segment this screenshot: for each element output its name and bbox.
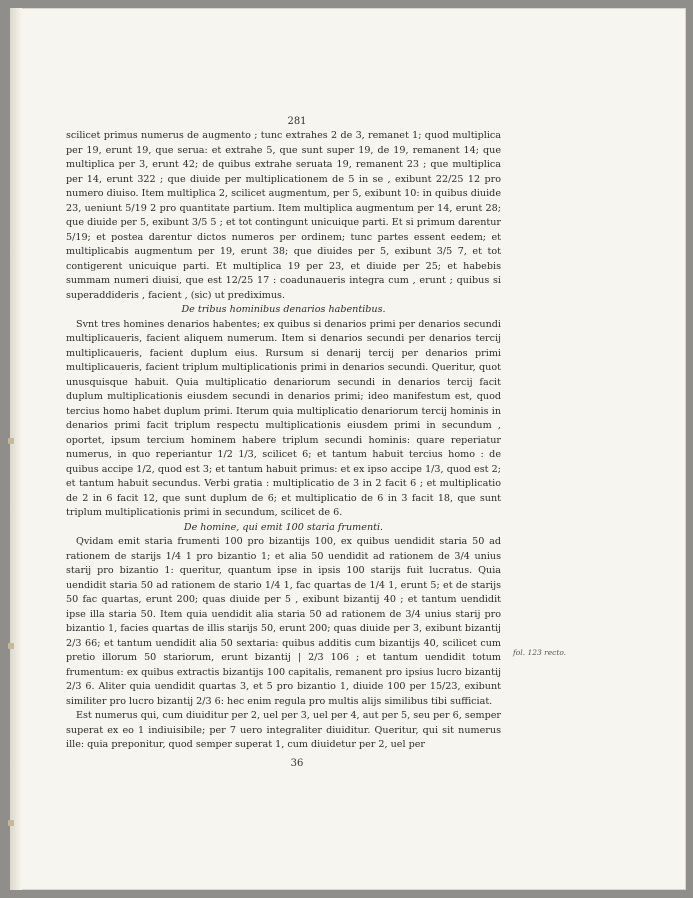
heading-three-men: De tribus hominibus denarios habentibus. — [181, 304, 386, 315]
page-edge-marker — [8, 643, 14, 649]
paragraph-three-men: Svnt tres homines denarios habentes; ex quibus si denarios primi per denarios secundi multiplicaueris, facient aliquem numerum. Item si denarios secundi per denarios tercij multiplicaueris, facient duplum eius. Rursum si denarij tercij per denarios primi multiplicaueris, facient triplum multiplicationis primi in denarios secundi. Queritur, quot unusquisque habuit. Quia multiplicatio denariorum secundi in denarios tercij facit duplum multiplicationis eiusdem secundi in denarios primi; ideo manifestum est, quod tercius homo habet duplum primi. Iterum quia multiplicatio denariorum tercij hominis in denarios primi facit triplum respectu multiplicationis eiusdem primi in secundum , oportet, ipsum tercium hominem habere triplum secundi hominis: quare reperiatur numerus, in quo reperiantur 1/2 1/3, scilicet 6; et tantum habuit tercius homo : de quibus accipe 1/2, quod est 3; et tantum habuit primus: et ex ipso accipe 1/3, quod est 2; et tantum habuit secundus. Verbi gratia : multiplicatio de 3 in 2 facit 6 ; et multiplicatio de 2 in 6 facit 12, que sunt duplum de 6; et multiplicatio de 6 in 3 facit 18, que sunt triplum multiplicationis primi in secundum, scilicet de 6. — [66, 318, 501, 518]
paragraph-wheat-buyer: Qvidam emit staria frumenti 100 pro bizantijs 100, ex quibus uendidit staria 50 ad rationem de starijs 1/4 1 pro bizantio 1; et alia 50 uendidit ad rationem de 3/4 unius starij pro bizantio 1: queritur, quantum ipse in ipsis 100 starijs fuit lucratus. Quia uendidit staria 50 ad rationem de stario 1/4 1, fac quartas de 1/4 1, erunt 5; et de starijs 50 fac quartas, erunt 200; quas diuide per 5 , exibunt bizantij 40 ; et tantum uendidit ipse illa staria 50. Item quia uendidit alia staria 50 ad rationem de 3/4 unius starij pro bizantio 1, facies quartas de illis starijs 50, erunt 200; quas diuide per 3, exibunt bizantij 2/3 66; et tantum uendidit alia 50 sextaria: quibus additis cum bizantijs 40, scilicet cum pretio illorum 50 stariorum, erunt bizantij | 2/3 106 ; et tantum uendidit totum frumentum: ex quibus extractis bizantijs 100 capitalis, remanent pro ipsius lucro bizantij 2/3 6. Aliter quia uendidit quartas 3, et 5 pro bizantio 1, diuide 100 per 15/23, exibunt similiter pro lucro bizantij 2/3 6: hec enim regula pro multis alijs similibus tibi sufficiat. — [66, 536, 501, 707]
page-number: 281 — [287, 116, 307, 127]
page-edge-marker — [8, 438, 14, 444]
paragraph-remainder-number: Est numerus qui, cum diuiditur per 2, uel per 3, uel per 4, aut per 5, seu per 6, semper superat ex eo 1 indiuisibile; per 7 uero integraliter diuiditur. Queritur, qui sit numerus ille: quia preponitur, quod semper superat 1, cum diuidetur per 2, uel per — [66, 710, 501, 750]
folio-number: 36 — [290, 758, 304, 769]
page-edge-marker — [8, 820, 14, 826]
paragraph-arithmetic: scilicet primus numerus de augmento ; tunc extrahes 2 de 3, remanet 1; quod multiplica per 19, erunt 19, que serua: et extrahe 5, que sunt super 19, de 19, remanent 14; que multiplica per 3, erunt 42; de quibus extrahe seruata 19, remanent 23 ; que multiplica per 14, erunt 322 ; que diuide per multiplicationem de 5 in se , exibunt 22/25 12 pro numero diuiso. Item multiplica 2, scilicet augmentum, per 5, exibunt 10: in quibus diuide 23, ueniunt 5/19 2 pro quantitate partium. Item multiplica augmentum per 14, erunt 28; que diuide per 5, exibunt 3/5 5 ; et tot contingunt unicuique parti. Et si primum darentur 5/19; et postea darentur dictos numeros per ordinem; tunc partes essent eedem; et multiplicabis augmentum per 19, erunt 38; que diuides per 5, exibunt 3/5 7, et tot contigerent unicuique parti. Et multiplica 19 per 23, et diuide per 25; et habebis summam numeri diuisi, que est 12/25 17 : coadunaueris integra cum , erunt ; quibus si superaddideris , facient , (sic) ut prediximus. — [66, 130, 501, 301]
page-gutter — [10, 8, 22, 890]
margin-note: fol. 123 recto. — [513, 648, 567, 657]
heading-wheat-buyer: De homine, qui emit 100 staria frumenti. — [183, 521, 384, 533]
document-page — [10, 8, 686, 890]
page-text — [66, 129, 501, 753]
